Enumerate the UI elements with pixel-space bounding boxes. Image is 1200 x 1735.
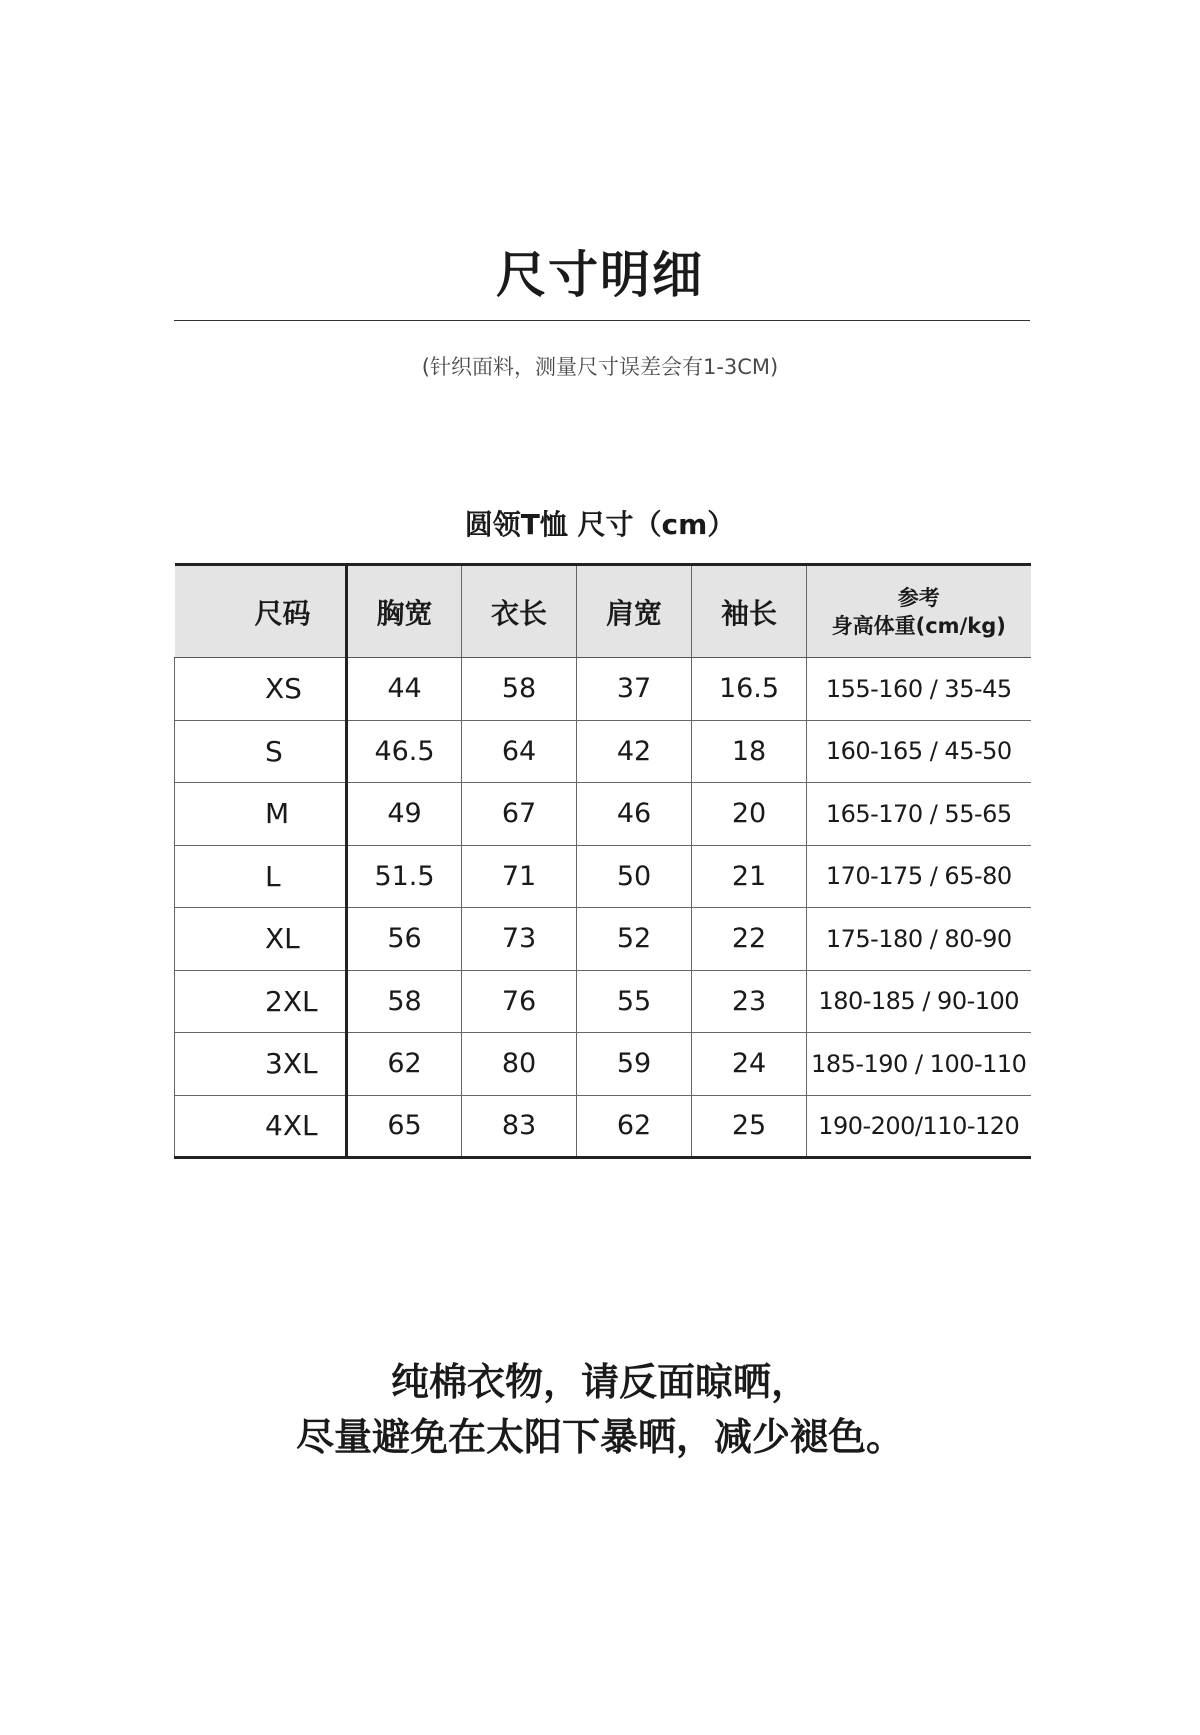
cell-size: 3XL (175, 1033, 347, 1096)
cell-reference: 170-175 / 65-80 (807, 845, 1031, 908)
table-row (175, 1033, 1031, 1096)
cell-shoulder: 50 (577, 845, 692, 908)
care-notes (0, 1355, 1200, 1465)
care-note-line1: 纯棉衣物，请反面晾晒， (390, 1360, 809, 1404)
cell-shoulder: 37 (577, 658, 692, 721)
header-chest: 胸宽 (347, 565, 462, 658)
page-subtitle: (针织面料，测量尺寸误差会有1-3CM) (421, 355, 779, 379)
cell-length: 64 (462, 720, 577, 783)
cell-chest: 44 (347, 658, 462, 721)
cell-chest: 46.5 (347, 720, 462, 783)
table-header-row (175, 565, 1031, 658)
cell-reference: 190-200/110-120 (807, 1095, 1031, 1158)
cell-reference: 155-160 / 35-45 (807, 658, 1031, 721)
cell-length: 83 (462, 1095, 577, 1158)
header-reference-line1: 参考 (897, 585, 940, 610)
cell-length: 67 (462, 783, 577, 846)
cell-chest: 62 (347, 1033, 462, 1096)
cell-chest: 56 (347, 908, 462, 971)
cell-size: 4XL (175, 1095, 347, 1158)
cell-size: XL (175, 908, 347, 971)
cell-sleeve: 24 (692, 1033, 807, 1096)
cell-chest: 49 (347, 783, 462, 846)
header-length: 衣长 (462, 565, 577, 658)
table-title: 圆领T恤 尺寸（cm） (464, 508, 736, 541)
cell-sleeve: 21 (692, 845, 807, 908)
cell-reference: 160-165 / 45-50 (807, 720, 1031, 783)
cell-reference: 180-185 / 90-100 (807, 970, 1031, 1033)
header-size: 尺码 (175, 565, 347, 658)
header-shoulder: 肩宽 (577, 565, 692, 658)
header-reference (807, 565, 1031, 658)
cell-shoulder: 46 (577, 783, 692, 846)
cell-reference: 175-180 / 80-90 (807, 908, 1031, 971)
cell-reference: 185-190 / 100-110 (807, 1033, 1031, 1096)
title-divider (174, 320, 1030, 321)
table-row (175, 970, 1031, 1033)
table-row (175, 783, 1031, 846)
size-table (174, 563, 1031, 1159)
table-row (175, 658, 1031, 721)
cell-sleeve: 23 (692, 970, 807, 1033)
page-title: 尺寸明细 (496, 246, 704, 304)
header-sleeve: 袖长 (692, 565, 807, 658)
care-note-line2: 尽量避免在太阳下暴晒，减少褪色。 (295, 1415, 904, 1459)
cell-chest: 51.5 (347, 845, 462, 908)
table-row (175, 720, 1031, 783)
table-body (175, 658, 1031, 1158)
cell-length: 73 (462, 908, 577, 971)
cell-sleeve: 16.5 (692, 658, 807, 721)
cell-size: S (175, 720, 347, 783)
cell-shoulder: 62 (577, 1095, 692, 1158)
table-row (175, 908, 1031, 971)
cell-sleeve: 22 (692, 908, 807, 971)
cell-size: M (175, 783, 347, 846)
cell-sleeve: 20 (692, 783, 807, 846)
cell-size: XS (175, 658, 347, 721)
cell-shoulder: 59 (577, 1033, 692, 1096)
cell-shoulder: 55 (577, 970, 692, 1033)
cell-chest: 58 (347, 970, 462, 1033)
cell-chest: 65 (347, 1095, 462, 1158)
cell-size: L (175, 845, 347, 908)
cell-shoulder: 52 (577, 908, 692, 971)
table-row (175, 845, 1031, 908)
cell-length: 76 (462, 970, 577, 1033)
table-row (175, 1095, 1031, 1158)
cell-sleeve: 25 (692, 1095, 807, 1158)
header-reference-line2: 身高体重(cm/kg) (831, 613, 1006, 638)
cell-length: 80 (462, 1033, 577, 1096)
cell-shoulder: 42 (577, 720, 692, 783)
cell-length: 58 (462, 658, 577, 721)
cell-sleeve: 18 (692, 720, 807, 783)
cell-reference: 165-170 / 55-65 (807, 783, 1031, 846)
cell-size: 2XL (175, 970, 347, 1033)
cell-length: 71 (462, 845, 577, 908)
